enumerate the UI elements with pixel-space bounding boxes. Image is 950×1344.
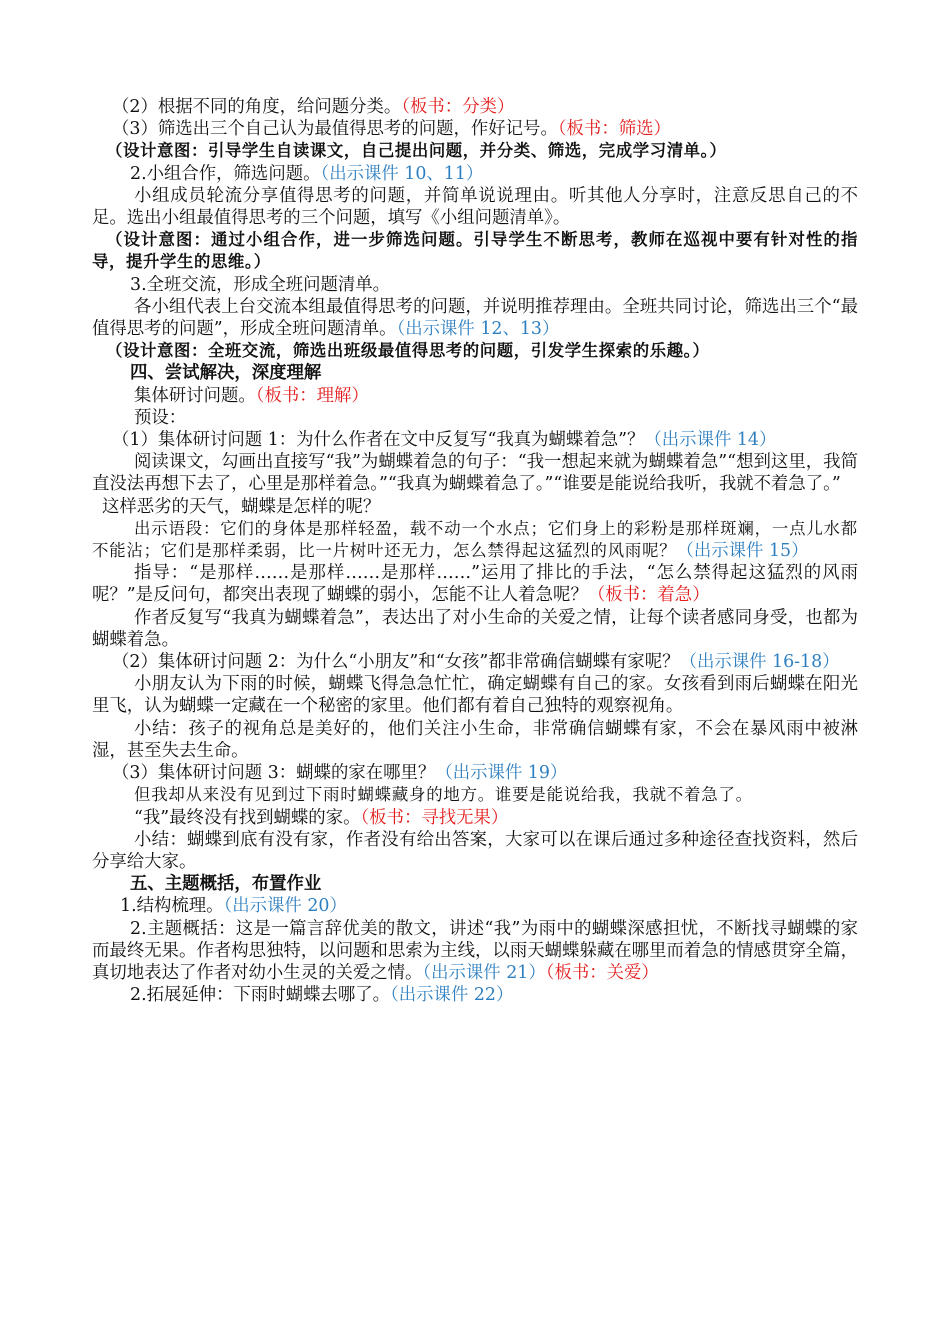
body-text: 预设： (134, 407, 187, 428)
body-text: 作者反复写“我真为蝴蝶着急”，表达出了对小生命的关爱之情，让每个读者感同身受，也都为蝴蝶着急。 (92, 607, 858, 650)
board-note: （板书：理解） (255, 385, 369, 406)
paragraph (92, 296, 858, 340)
paragraph (92, 518, 858, 562)
body-text: 阅读课文，勾画出直接写“我”为蝴蝶着急的句子：“我一想起来就为蝴蝶着急”“想到这里，我简直没法再想下去了，心里是那样着急。”“我真为蝴蝶着急了。”“谁要是能说给我听，我就不着急了。” (92, 452, 858, 495)
design-intent (92, 140, 858, 162)
question-text: （2）集体研讨问题 2：为什么“小朋友”和“女孩”都非常确信蝴蝶有家呢？ (112, 652, 680, 673)
question-text: （1）集体研讨问题 1：为什么作者在文中反复写“我真为蝴蝶着急”？ (112, 430, 645, 451)
paragraph (92, 385, 858, 407)
step-text: 3.全班交流，形成全班问题清单。 (130, 274, 391, 295)
step-text: （2）根据不同的角度，给问题分类。 (112, 97, 402, 117)
paragraph (92, 718, 858, 762)
paragraph (92, 651, 858, 673)
body-text: 小结：孩子的视角总是美好的，他们关注小生命，非常确信蝴蝶有家，不会在暴风雨中被淋湿，甚至失去生命。 (92, 718, 858, 761)
slide-note: （出示课件 19） (435, 763, 568, 784)
body-text: 集体研讨问题。 (134, 385, 256, 406)
section-heading-text: 五、主题概括，布置作业 (130, 874, 322, 895)
paragraph (92, 429, 858, 451)
quote-text: 出示语段：它们的身体是那样轻盈，载不动一个水点；它们身上的彩粉是那样斑斓，一点儿水都不能沾；它们是那样柔弱，比一片树叶还无力，怎么禁得起这猛烈的风雨呢？ (92, 518, 858, 561)
paragraph (92, 984, 858, 1006)
slide-note: （出示课件 14） (644, 430, 777, 451)
paragraph (92, 274, 858, 296)
board-note: （板书：筛选） (557, 119, 671, 140)
design-intent (92, 340, 858, 362)
paragraph (92, 163, 858, 185)
paragraph (92, 407, 858, 429)
paragraph (92, 607, 858, 651)
paragraph (92, 829, 858, 873)
step-text: （3）筛选出三个自己认为最值得思考的问题，作好记号。 (112, 119, 558, 140)
question-text: （3）集体研讨问题 3：蝴蝶的家在哪里？ (112, 763, 436, 784)
paragraph (92, 807, 858, 829)
body-text: 各小组代表上台交流本组最值得思考的问题，并说明推荐理由。全班共同讨论，筛选出三个“最值得思考的问题”，形成全班问题清单。 (92, 296, 858, 340)
section-heading-text: 四、尝试解决，深度理解 (130, 363, 322, 384)
board-note: （板书：着急） (587, 585, 710, 606)
step-text: 1.结构梳理。 (120, 896, 224, 917)
body-text: 小结：蝴蝶到底有没有家，作者没有给出答案，大家可以在课后通过多种途径查找资料，然后分享给大家。 (92, 829, 858, 872)
paragraph (92, 895, 858, 917)
slide-note: （出示课件 16-18） (679, 652, 840, 673)
paragraph (92, 496, 858, 518)
slide-note: （出示课件 20） (223, 896, 347, 917)
step-text: 2.拓展延伸：下雨时蝴蝶去哪了。 (130, 985, 391, 1006)
board-note: （板书：寻找无果） (360, 807, 509, 828)
paragraph (92, 784, 858, 806)
slide-note: （出示课件 12、13） (396, 319, 560, 340)
board-note: （板书：关爱） (545, 962, 659, 983)
slide-note: （出示课件 22） (390, 985, 514, 1006)
design-intent-text: （设计意图：全班交流，筛选出班级最值得思考的问题，引发学生探索的乐趣。） (106, 341, 710, 361)
paragraph (92, 118, 858, 140)
body-text: 小组成员轮流分享值得思考的问题，并简单说说理由。听其他人分享时，注意反思自己的不足。选出小组最值得思考的三个问题，填写《小组问题清单》。 (92, 185, 858, 229)
paragraph (92, 673, 858, 717)
document-page (92, 96, 858, 1006)
body-text: 这样恶劣的天气，蝴蝶是怎样的呢？ (102, 496, 381, 517)
paragraph (92, 96, 858, 118)
paragraph (92, 185, 858, 229)
section-heading (92, 873, 858, 895)
paragraph (92, 762, 858, 784)
quote-text: 但我却从来没有见到过下雨时蝴蝶藏身的地方。谁要是能说给我，我就不着急了。 (134, 785, 753, 805)
design-intent-text: （设计意图：通过小组合作，进一步筛选问题。引导学生不断思考，教师在巡视中要有针对性的指导，提升学生的思维。） (92, 230, 858, 272)
board-note: （板书：分类） (401, 97, 515, 117)
slide-note: （出示课件 10、11） (320, 163, 484, 184)
design-intent (92, 229, 858, 273)
step-text: 2.小组合作，筛选问题。 (130, 163, 321, 184)
body-text: 2.主题概括：这是一篇言辞优美的散文，讲述“我”为雨中的蝴蝶深感担忧，不断找寻蝴蝶的家而最终无果。作者构思独特，以问题和思索为主线，以雨天蝴蝶躲藏在哪里而着急的情感贯穿全篇，真切地表达了作者对幼小生灵的关爱之情。 (92, 918, 858, 983)
design-intent-text: （设计意图：引导学生自读课文，自己提出问题，并分类、筛选，完成学习清单。） (106, 141, 727, 161)
slide-note: （出示课件 21） (422, 962, 546, 983)
body-text: 小朋友认为下雨的时候，蝴蝶飞得急急忙忙，确定蝴蝶有自己的家。女孩看到雨后蝴蝶在阳光里飞，认为蝴蝶一定藏在一个秘密的家里。他们都有着自己独特的观察视角。 (92, 674, 858, 717)
paragraph (92, 451, 858, 495)
slide-note: （出示课件 15） (676, 541, 809, 562)
body-text: “我”最终没有找到蝴蝶的家。 (134, 807, 361, 828)
body-text: 指导：“是那样……是那样……是那样……”运用了排比的手法，“怎么禁得起这猛烈的风雨呢？”是反问句，都突出表现了蝴蝶的弱小，怎能不让人着急呢？ (92, 563, 858, 606)
paragraph (92, 562, 858, 606)
section-heading (92, 362, 858, 384)
paragraph (92, 918, 858, 985)
